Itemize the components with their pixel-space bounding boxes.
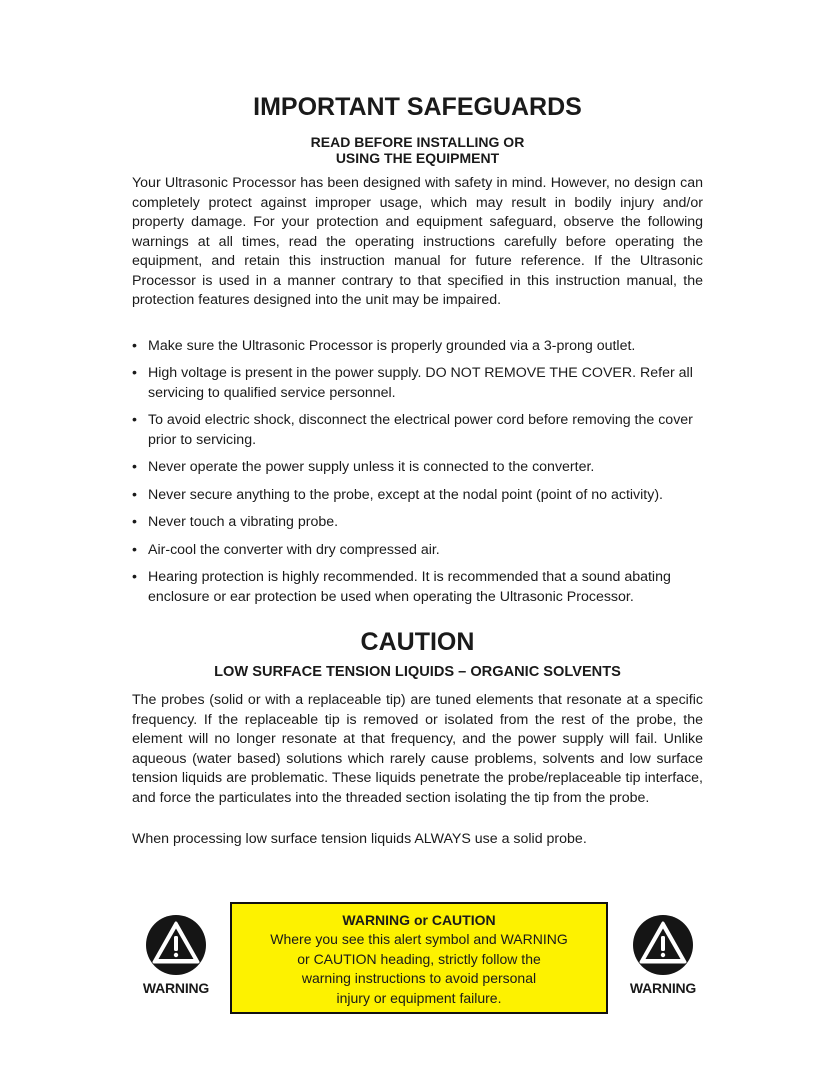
list-item-text: Hearing protection is highly recommended. It is recommended that a sound abating enclosure or ear protection be used when operating the Ultrasonic Processor.: [148, 569, 671, 605]
page-title: IMPORTANT SAFEGUARDS: [253, 93, 582, 121]
list-item: [132, 541, 703, 561]
warning-symbol-right: [623, 914, 703, 996]
bullet-icon: •: [132, 365, 137, 381]
safeguard-list: [132, 337, 703, 608]
bullet-icon: •: [132, 486, 137, 503]
list-item-text: Never touch a vibrating probe.: [148, 514, 339, 530]
list-item-text: Never secure anything to the probe, except at the nodal point (point of no activity).: [148, 486, 663, 503]
list-item-text: Air-cool the converter with dry compressed air.: [148, 541, 440, 558]
warning-triangle-icon: [145, 914, 207, 976]
list-item-text: Make sure the Ultrasonic Processor is properly grounded via a 3-prong outlet.: [148, 337, 636, 354]
bullet-icon: •: [132, 514, 137, 530]
bullet-icon: •: [132, 541, 137, 558]
caution-paragraph: The probes (solid or with a replaceable tip) are tuned elements that resonate at a specific frequency. If the replaceable tip is removed or isolated from the rest of the probe, the element will no longer resonate at that frequency, and the power supply will fail. Unlike aqueous (water based) solutions which rarely cause problems, solvents and low surface tension liquids are problematic. These liquids penetrate the probe/replaceable tip interface, and force the particulates into the threaded section isolating the tip from the probe.: [132, 692, 703, 806]
warning-symbol-left: [136, 914, 216, 996]
warning-triangle-icon: [632, 914, 694, 976]
intro-paragraph: Your Ultrasonic Processor has been designed with safety in mind. However, no design can completely protect against improper usage, which may result in bodily injury and/or property damage. For your protection and equipment safeguard, observe the following warnings at all times, read the operating instructions carefully before operating the equipment, and retain this instruction manual for future reference. If the Ultrasonic Processor is used in a manner contrary to that specified in this instruction manual, the protection features designed into the unit may be impaired.: [132, 175, 703, 308]
warning-box-heading: WARNING or CAUTION: [342, 912, 496, 928]
list-item-text: Never operate the power supply unless it is connected to the converter.: [148, 459, 595, 475]
caution-title: CAUTION: [360, 628, 475, 656]
caution-note: When processing low surface tension liquids ALWAYS use a solid probe.: [132, 831, 587, 847]
bullet-icon: •: [132, 412, 137, 428]
bullet-icon: •: [132, 569, 137, 585]
list-item: [132, 364, 703, 403]
bullet-icon: •: [132, 459, 137, 475]
list-item: [132, 513, 703, 533]
warning-label: WARNING: [142, 980, 210, 996]
caution-subtitle: LOW SURFACE TENSION LIQUIDS – ORGANIC SOLVENTS: [214, 664, 621, 680]
warning-notice-box: [230, 902, 608, 1014]
page-subtitle: READ BEFORE INSTALLING OR USING THE EQUIPMENT: [310, 134, 525, 166]
list-item: [132, 458, 703, 478]
warning-box-body: Where you see this alert symbol and WARNING or CAUTION heading, strictly follow the warning instructions to avoid personal injury or equipment failure.: [270, 931, 568, 1006]
warning-label: WARNING: [629, 980, 697, 996]
list-item: [132, 486, 703, 506]
document-page: [132, 92, 703, 850]
bullet-icon: •: [132, 337, 137, 354]
list-item-text: High voltage is present in the power supply. DO NOT REMOVE THE COVER. Refer all servicing to qualified service personnel.: [148, 365, 693, 401]
list-item: [132, 411, 703, 450]
list-item-text: To avoid electric shock, disconnect the electrical power cord before removing the cover prior to servicing.: [148, 412, 693, 448]
list-item: [132, 568, 703, 607]
list-item: [132, 337, 703, 357]
